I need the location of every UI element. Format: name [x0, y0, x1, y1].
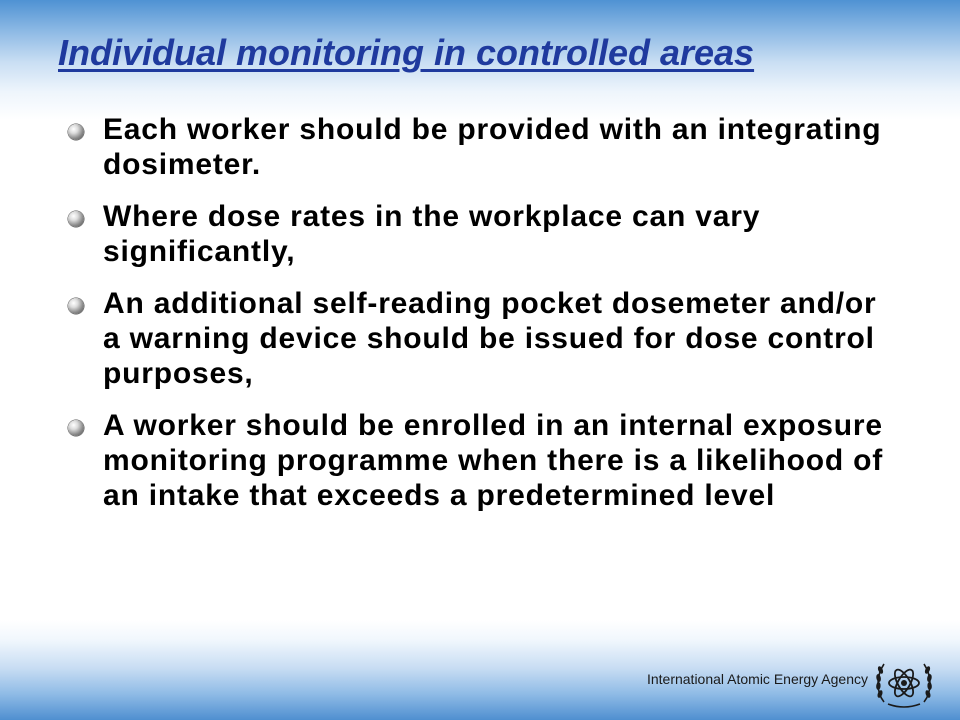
- bullet-item: [66, 199, 896, 269]
- bullet-text: Each worker should be provided with an integrating dosimeter.: [103, 113, 882, 181]
- bullet-marker-icon: [68, 124, 84, 140]
- bullet-item: [66, 408, 896, 513]
- bullet-marker-icon: [68, 420, 84, 436]
- slide-title: Individual monitoring in controlled areas: [58, 32, 755, 73]
- bullet-list: [66, 112, 896, 530]
- bullet-marker-icon: [68, 211, 84, 227]
- bullet-text: A worker should be enrolled in an internal exposure monitoring programme when there is a likelihood of an intake that exceeds a predetermined level: [103, 409, 884, 512]
- bullet-text: Where dose rates in the workplace can vary significantly,: [103, 200, 761, 268]
- iaea-logo-icon: [874, 658, 934, 710]
- bullet-item: [66, 286, 896, 391]
- bullet-item: [66, 112, 896, 182]
- bullet-marker-icon: [68, 298, 84, 314]
- bullet-text: An additional self-reading pocket dosemeter and/or a warning device should be issued for dose control purposes,: [103, 287, 877, 390]
- footer-organization-name: International Atomic Energy Agency: [646, 671, 868, 687]
